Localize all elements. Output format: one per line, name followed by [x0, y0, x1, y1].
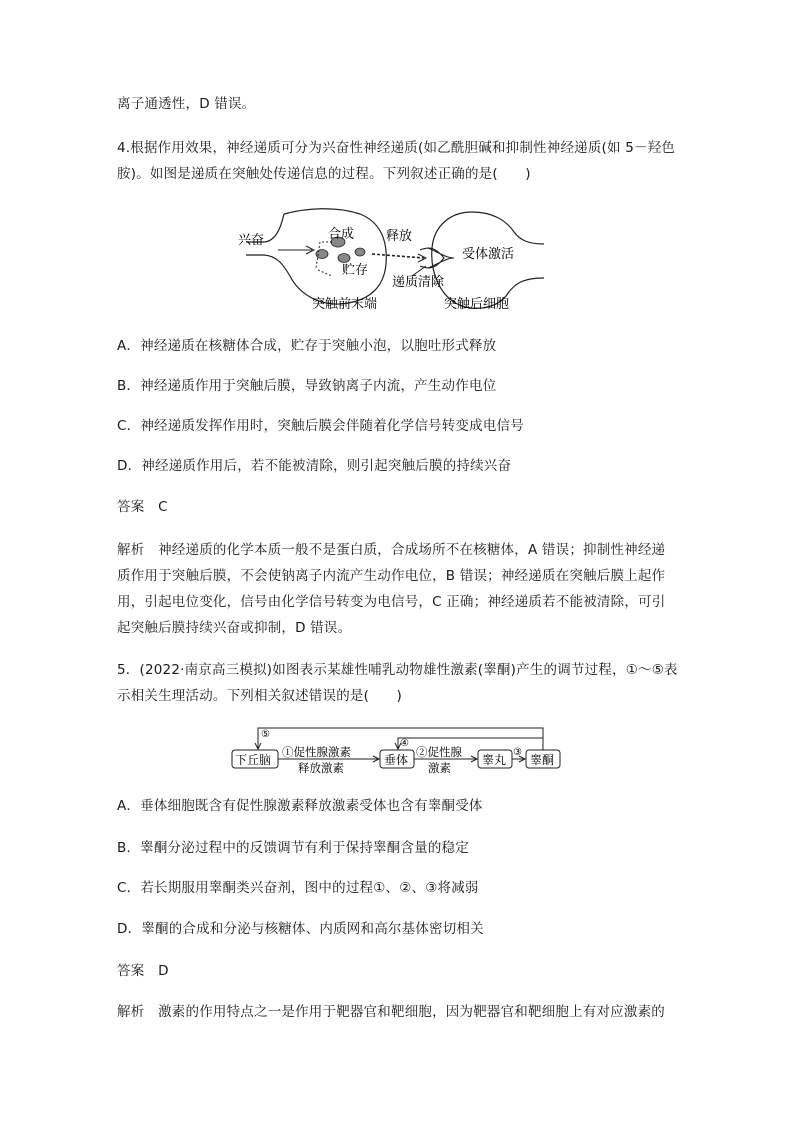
answer-4: 答案 C: [117, 499, 168, 515]
label-release: 释放: [386, 229, 413, 244]
label-gth-2: 激素: [428, 761, 451, 775]
label-gnrh-2: 释放激素: [298, 761, 344, 775]
analysis-4-line-4: 起突触后膜持续兴奋或抑制，D 错误。: [117, 620, 352, 636]
answer-5: 答案 D: [117, 963, 169, 979]
label-gth-1: ②促性腺: [416, 745, 462, 759]
storage-path: [318, 270, 332, 276]
label-step4: ④: [400, 738, 409, 749]
label-excitation: 兴奋: [238, 233, 265, 248]
analysis-4-line-2: 质作用于突触后膜，不会使钠离子内流产生动作电位，B 错误；神经递质在突触后膜上起作: [117, 568, 666, 584]
option-a: A．神经递质在核糖体合成，贮存于突触小泡，以胞吐形式释放: [117, 338, 497, 354]
label-receptor-activation: 受体激活: [462, 247, 515, 262]
question-4-line-2: 胺)。如图是递质在突触处传递信息的过程。下列叙述正确的是( ): [117, 166, 531, 182]
analysis-4-line-1: 解析 神经递质的化学本质一般不是蛋白质，合成场所不在核糖体，A 错误；抑制性神经递: [117, 542, 666, 558]
presynaptic-terminal-outline: [246, 209, 386, 304]
label-hypothalamus: 下丘脑: [235, 753, 272, 767]
vesicle: [338, 254, 350, 263]
label-synthesis: 合成: [328, 227, 355, 242]
postsynaptic-cell-outline-top: [472, 212, 544, 244]
label-postsynaptic: 突触后细胞: [444, 297, 510, 312]
label-step5: ⑤: [261, 729, 270, 740]
text-line-1: 离子通透性，D 错误。: [117, 96, 256, 112]
label-testis: 睾丸: [482, 753, 507, 767]
label-storage: 贮存: [342, 263, 369, 278]
release-path: [372, 254, 424, 258]
option-5d: D．睾酮的合成和分泌与核糖体、内质网和高尔基体密切相关: [117, 921, 484, 937]
label-clearance: 递质清除: [392, 275, 445, 290]
label-presynaptic: 突触前末端: [312, 297, 378, 312]
question-5-line-2: 示相关生理活动。下列相关叙述错误的是( ): [117, 688, 402, 704]
option-5a: A．垂体细胞既含有促性腺激素释放激素受体也含有睾酮受体: [117, 798, 483, 814]
analysis-4-line-3: 用，引起电位变化，信号由化学信号转变为电信号，C 正确；神经递质若不能被清除，可引: [117, 594, 666, 610]
label-pituitary: 垂体: [384, 753, 409, 767]
option-5c: C．若长期服用睾酮类兴奋剂，图中的过程①、②、③将减弱: [117, 880, 479, 896]
option-d: D．神经递质作用后，若不能被清除，则引起突触后膜的持续兴奋: [117, 458, 512, 474]
vesicle: [355, 248, 365, 256]
option-b: B．神经递质作用于突触后膜，导致钠离子内流，产生动作电位: [117, 378, 497, 394]
analysis-5-line-1: 解析 激素的作用特点之一是作用于靶器官和靶细胞，因为靶器官和靶细胞上有对应激素的: [117, 1004, 665, 1020]
synapse-diagram: [236, 206, 552, 318]
option-5b: B．睾酮分泌过程中的反馈调节有利于保持睾酮含量的稳定: [117, 840, 469, 856]
hormone-regulation-diagram: [228, 724, 566, 776]
label-gnrh-1: ①促性腺激素: [282, 745, 351, 759]
question-4-line-1: 4.根据作用效果，神经递质可分为兴奋性神经递质(如乙酰胆碱和抑制性神经递质(如 5－羟色: [117, 140, 676, 156]
option-c: C．神经递质发挥作用时，突触后膜会伴随着化学信号转变成电信号: [117, 418, 524, 434]
label-testosterone: 睾酮: [530, 753, 555, 767]
label-step3: ③: [513, 747, 522, 758]
question-5-line-1: 5．(2022·南京高三模拟)如图表示某雄性哺乳动物雄性激素(睾酮)产生的调节过程，①～⑤表: [117, 662, 678, 678]
